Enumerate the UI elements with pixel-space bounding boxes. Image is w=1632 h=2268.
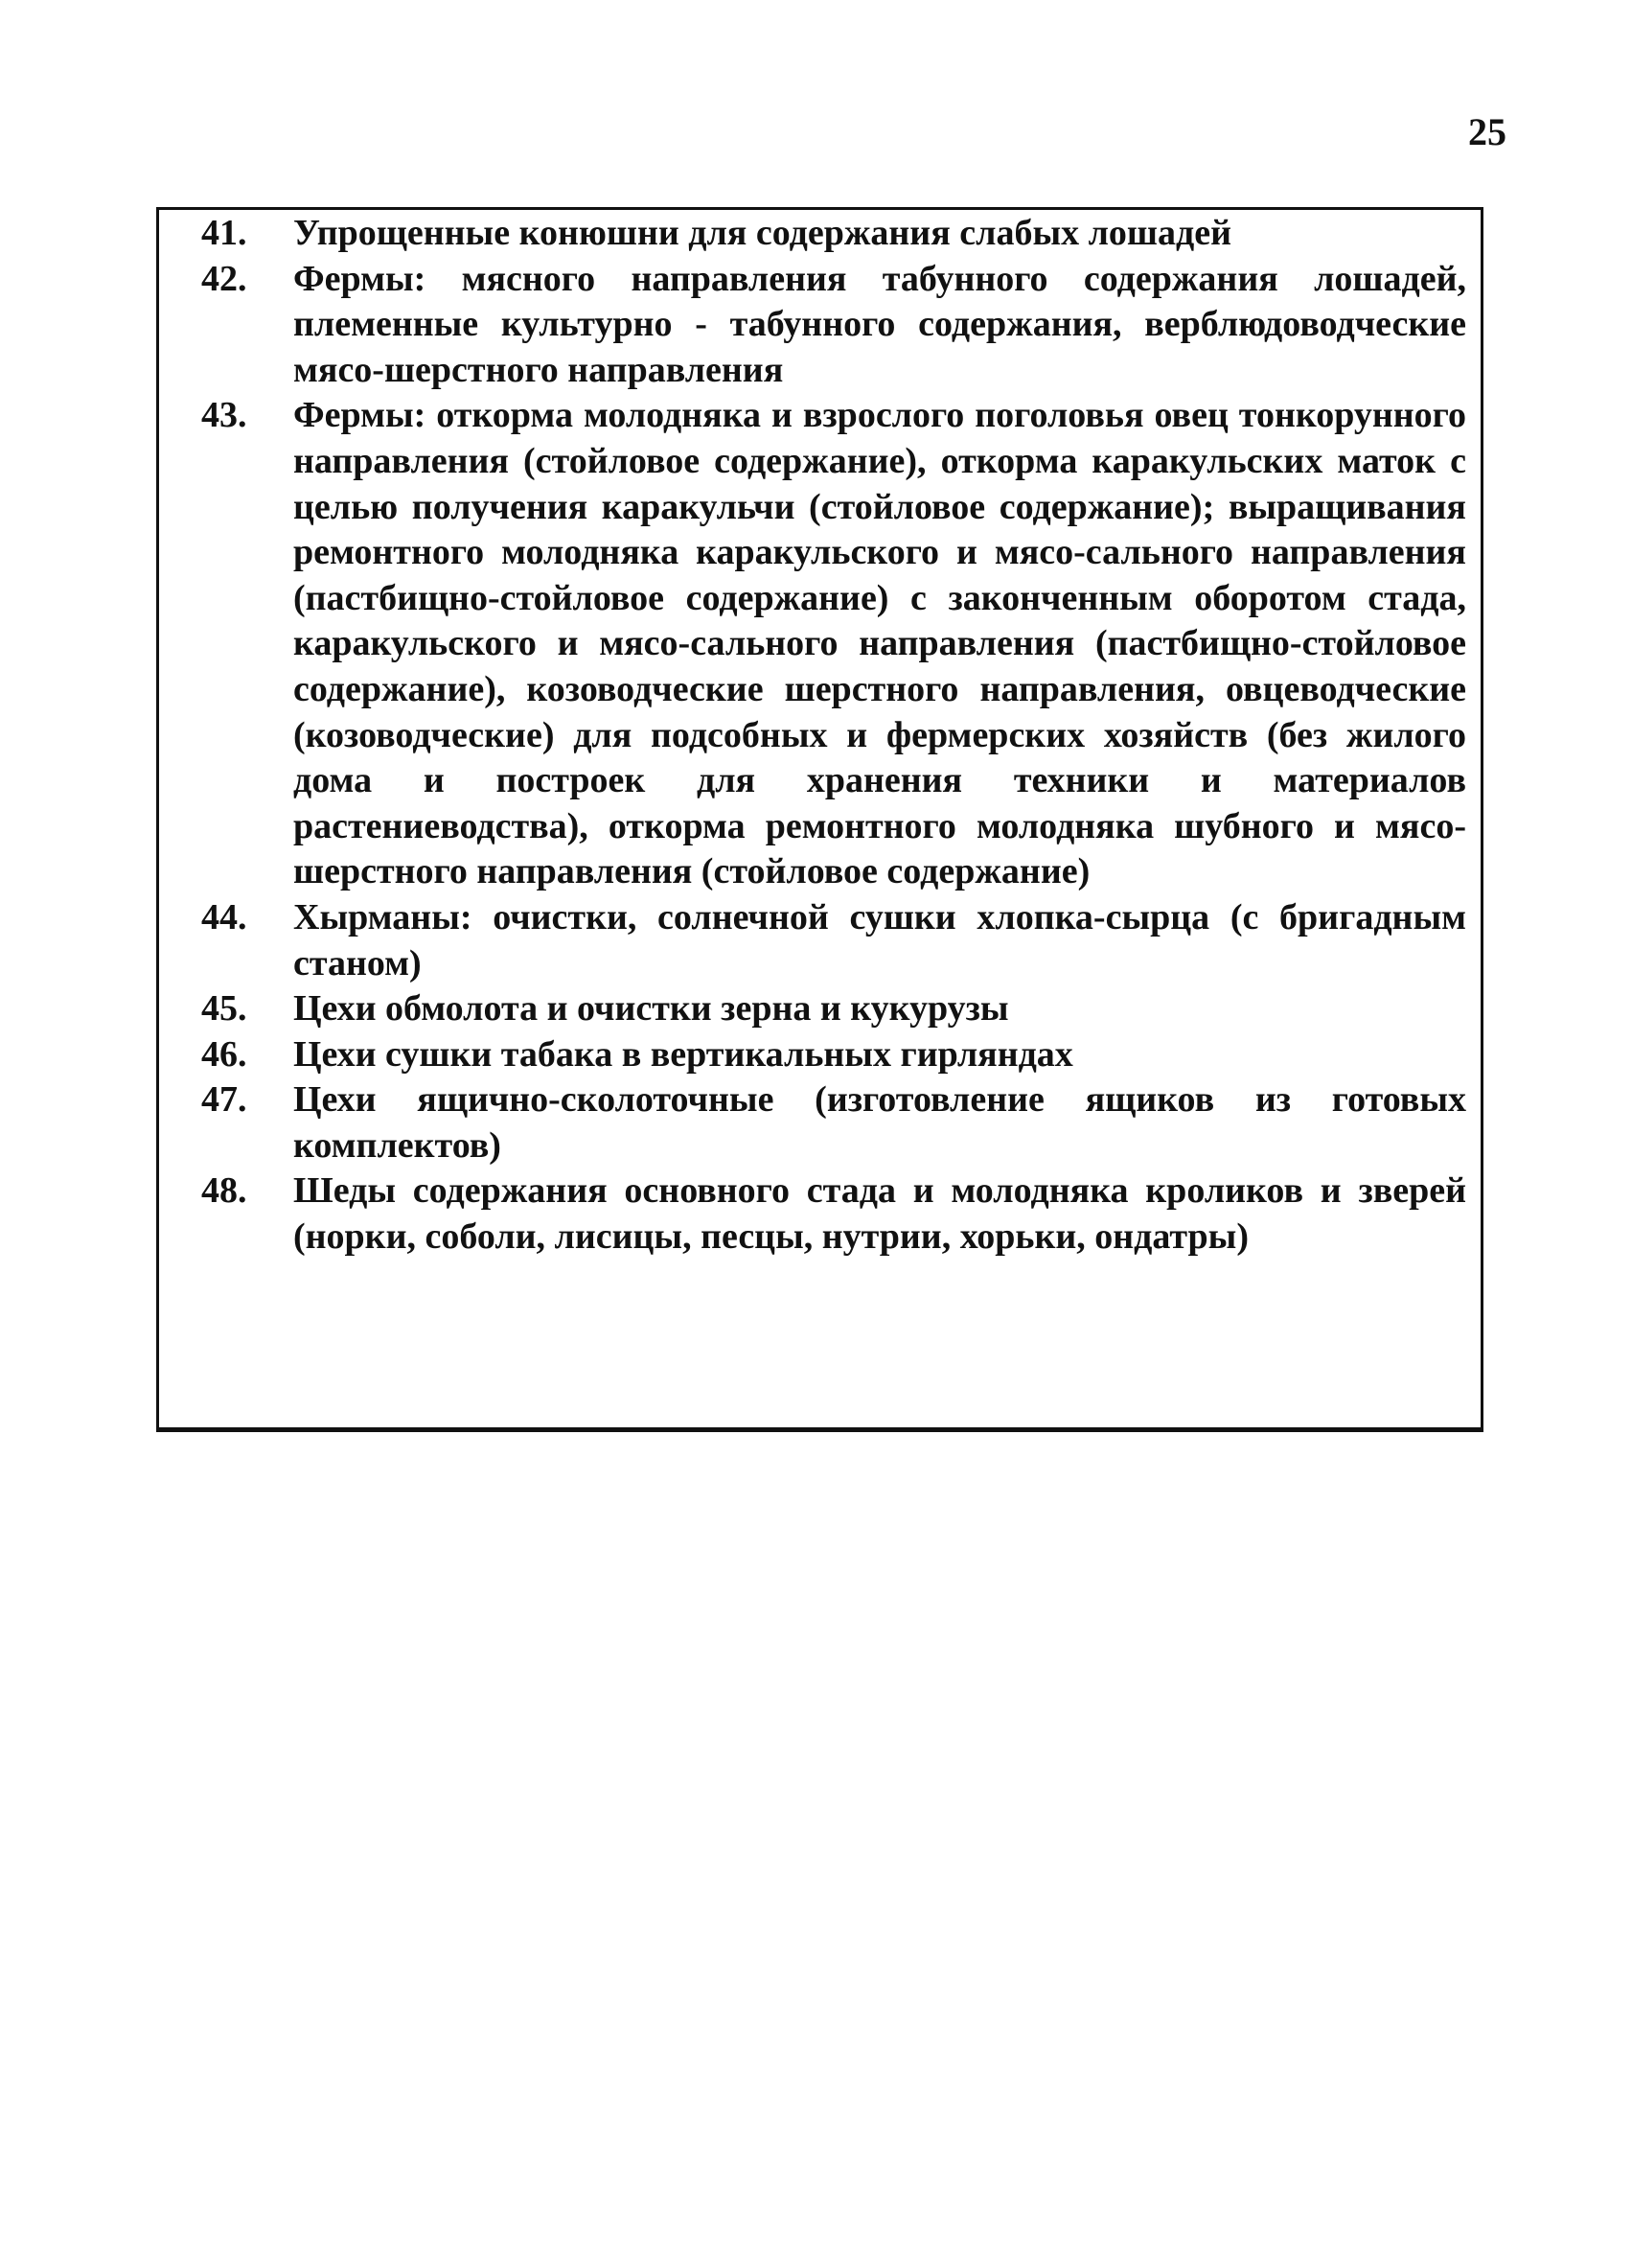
item-number: 48. xyxy=(201,1170,247,1212)
item-number: 41. xyxy=(201,213,247,253)
list-item xyxy=(201,257,1476,394)
list-item xyxy=(201,986,1476,1032)
item-number: 42. xyxy=(201,258,247,299)
item-text: Цехи сушки табака в вертикальных гирляндах xyxy=(293,1033,1073,1075)
building-list xyxy=(201,211,1476,1261)
item-text: Фермы: откорма молодняка и взрослого поголовья овец тонкорунного направления (стойловое содержание), откорма каракульских маток с целью получения каракульчи (стойловое содержание); выращивания ремонтного молодняка каракульского и мясо-сального направления (пастбищно-стойловое содержание) с законченным оборотом стада, каракульского и мясо-сального направления (пастбищно-стойловое содержание), козоводческие шерстного направления, овцеводческие (козоводческие) для подсобных и фермерских хозяйств (без жилого дома и построек для хранения техники и материалов растениеводства), откорма ремонтного молодняка шубного и мясо-шерстного направления (стойловое содержание) xyxy=(293,395,1466,892)
list-item xyxy=(201,211,1476,257)
page-number: 25 xyxy=(1468,110,1506,153)
item-number: 46. xyxy=(201,1033,247,1075)
list-item xyxy=(201,895,1476,986)
item-number: 47. xyxy=(201,1079,247,1121)
item-text: Шеды содержания основного стада и молодняка кроликов и зверей (норки, соболи, лисицы, песцы, нутрии, хорьки, ондатры) xyxy=(293,1170,1466,1258)
item-text: Цехи обмолота и очистки зерна и кукурузы xyxy=(293,988,1009,1030)
item-number: 45. xyxy=(201,988,247,1030)
list-item xyxy=(201,1032,1476,1078)
item-number: 44. xyxy=(201,896,247,937)
list-item xyxy=(201,1169,1476,1260)
list-item xyxy=(201,393,1476,895)
item-text: Хырманы: очистки, солнечной сушки хлопка-сырца (с бригадным станом) xyxy=(293,896,1466,984)
item-text: Упрощенные конюшни для содержания слабых лошадей xyxy=(293,213,1232,253)
item-text: Цехи ящично-сколоточные (изготовление ящиков из готовых комплектов) xyxy=(293,1079,1466,1166)
list-item xyxy=(201,1077,1476,1169)
item-text: Фермы: мясного направления табунного содержания лошадей, племенные культурно - табунного содержания, верблюдоводческие мясо-шерстного направления xyxy=(293,258,1466,390)
item-number: 43. xyxy=(201,395,247,436)
